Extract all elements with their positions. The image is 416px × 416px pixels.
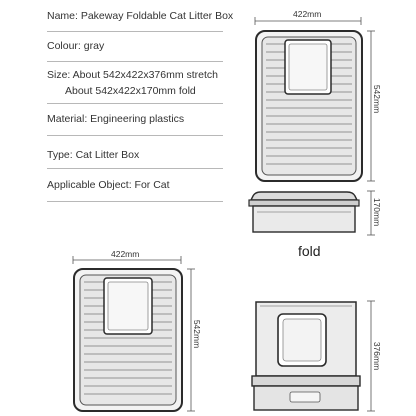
bottom-view-height-label: 542mm	[192, 319, 202, 349]
front-view-height-label: 376mm	[372, 341, 382, 371]
bottom-view-width-label: 422mm	[111, 249, 140, 259]
top-view-width-label: 422mm	[293, 9, 322, 19]
spec-applicable-object: Applicable Object: For Cat	[47, 179, 170, 191]
spec-size-stretch: Size: About 542x422x376mm stretch	[47, 69, 219, 81]
fold-height-label: 170mm	[372, 197, 382, 227]
spec-material: Material: Engineering plastics	[47, 113, 185, 125]
top-view-height-label: 542mm	[372, 84, 382, 114]
spec-size-fold: About 542x422x170mm fold	[65, 85, 196, 97]
fold-caption: fold	[298, 243, 321, 259]
spec-name: Name: Pakeway Foldable Cat Litter Box	[47, 10, 234, 22]
spec-type: Type: Cat Litter Box	[47, 149, 140, 161]
spec-colour: Colour: gray	[47, 40, 105, 52]
